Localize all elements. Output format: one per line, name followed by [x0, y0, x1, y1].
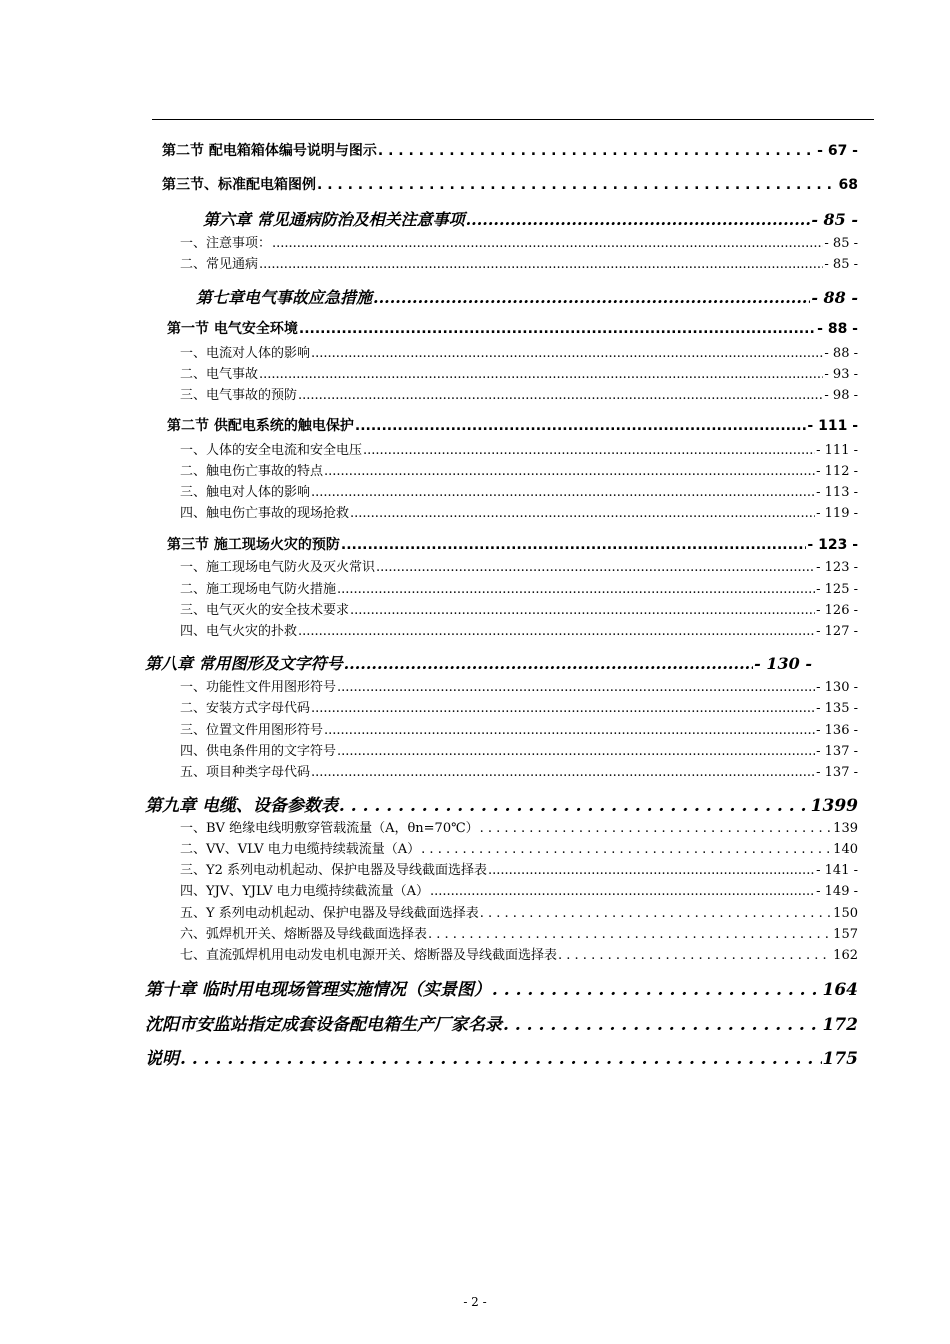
toc-leader: [466, 210, 811, 229]
toc-leader: [480, 821, 833, 836]
toc-leader: [317, 177, 838, 193]
toc-page: - 135 -: [816, 701, 858, 716]
toc-title: 沈阳市安监站指定成套设备配电箱生产厂家名录: [145, 1015, 502, 1035]
toc-page: 157: [833, 927, 858, 942]
toc-leader: [355, 418, 807, 434]
toc-entry[interactable]: [180, 740, 858, 759]
toc-entry[interactable]: [180, 253, 858, 272]
toc-leader: [324, 723, 815, 738]
toc-page: - 123 -: [807, 537, 858, 553]
toc-leader: [272, 236, 823, 251]
toc-title: 第七章电气事故应急措施: [196, 288, 373, 307]
toc-entry[interactable]: [180, 838, 858, 857]
toc-entry[interactable]: [180, 620, 858, 639]
toc-leader: [324, 464, 815, 479]
toc-title: 第三节、标准配电箱图例: [162, 177, 316, 193]
toc-entry[interactable]: [180, 923, 858, 942]
toc-page: - 119 -: [816, 506, 858, 521]
toc-page: 1399: [810, 796, 858, 816]
toc-entry[interactable]: [180, 697, 858, 716]
toc-title: 第二节 配电箱箱体编号说明与图示: [162, 143, 377, 159]
toc-leader: [344, 654, 754, 673]
toc-leader: [350, 603, 815, 618]
toc-entry[interactable]: [180, 719, 858, 738]
toc-leader: [373, 288, 810, 307]
toc-chapter[interactable]: [203, 207, 858, 230]
toc-leader: [428, 927, 832, 942]
toc-title: 一、BV 绝缘电线明敷穿管载流量（A，θn=70℃）: [180, 821, 479, 836]
toc-entry[interactable]: [180, 880, 858, 899]
toc-leader: [376, 560, 815, 575]
toc-page: - 93 -: [824, 367, 858, 382]
toc-title: 三、电气灭火的安全技术要求: [180, 603, 350, 618]
toc-title: 一、注意事项：: [180, 236, 272, 251]
toc-entry[interactable]: [180, 460, 858, 479]
toc-title: 第三节 施工现场火灾的预防: [167, 537, 340, 553]
toc-entry[interactable]: [180, 363, 858, 382]
toc-leader: [421, 842, 832, 857]
toc-title: 三、触电对人体的影响: [180, 485, 311, 500]
toc-leader: [488, 863, 815, 878]
header-rule: [152, 119, 874, 120]
toc-title: 第六章 常见通病防治及相关注意事项: [203, 210, 465, 229]
toc-title: 二、电气事故: [180, 367, 259, 382]
toc-page: - 67 -: [817, 143, 858, 159]
toc-entry[interactable]: [162, 174, 858, 194]
toc-page: - 113 -: [816, 485, 858, 500]
toc-chapter[interactable]: [196, 285, 858, 308]
toc-title: 五、项目种类字母代码: [180, 765, 311, 780]
toc-entry[interactable]: [180, 232, 858, 251]
toc-leader: [337, 680, 815, 695]
toc-leader: [480, 906, 832, 921]
toc-title: 二、施工现场电气防火措施: [180, 582, 337, 597]
toc-entry[interactable]: [180, 761, 858, 780]
toc-page: - 98 -: [824, 388, 858, 403]
toc-page: 172: [822, 1015, 858, 1035]
toc-leader: [339, 796, 810, 816]
toc-page: - 85 -: [824, 236, 858, 251]
toc-entry[interactable]: [167, 318, 858, 338]
toc-page: - 130 -: [754, 654, 812, 673]
toc-page: - 88 -: [817, 321, 858, 337]
toc-leader: [337, 744, 815, 759]
toc-entry[interactable]: [180, 676, 858, 695]
toc-page: - 111 -: [816, 443, 858, 458]
toc-page: - 137 -: [816, 765, 858, 780]
page-number: - 2 -: [463, 1295, 487, 1309]
toc-title: 四、电气火灾的扑救: [180, 624, 298, 639]
toc-page: 68: [838, 177, 858, 193]
toc-title: 二、安装方式字母代码: [180, 701, 311, 716]
toc-title: 第八章 常用图形及文字符号: [145, 654, 343, 673]
toc-page: - 88 -: [824, 346, 858, 361]
toc-page: 140: [833, 842, 858, 857]
toc-title: 四、YJV、YJLV 电力电缆持续截流量（A）: [180, 884, 429, 899]
toc-chapter[interactable]: [145, 975, 858, 1000]
toc-leader: [180, 1049, 822, 1069]
toc-page: - 130 -: [816, 680, 858, 695]
toc-leader: [350, 506, 815, 521]
toc-leader: [311, 765, 815, 780]
toc-title: 二、VV、VLV 电力电缆持续载流量（A）: [180, 842, 421, 857]
toc-entry[interactable]: [180, 944, 858, 963]
toc-leader: [259, 367, 823, 382]
toc-title: 第十章 临时用电现场管理实施情况（实景图）: [145, 980, 491, 1000]
toc-title: 二、常见通病: [180, 257, 259, 272]
toc-page: - 111 -: [807, 418, 858, 434]
toc-leader: [299, 321, 816, 337]
toc-page: - 125 -: [816, 582, 858, 597]
toc-title: 说明: [145, 1049, 179, 1069]
toc-page: 139: [833, 821, 858, 836]
toc-title: 第二节 供配电系统的触电保护: [167, 418, 354, 434]
toc-leader: [430, 884, 815, 899]
toc-page: - 127 -: [816, 624, 858, 639]
toc-leader: [337, 582, 815, 597]
toc-page: - 85 -: [811, 210, 858, 229]
toc-entry[interactable]: [180, 502, 858, 521]
toc-entry[interactable]: [162, 140, 858, 160]
toc-title: 二、触电伤亡事故的特点: [180, 464, 324, 479]
toc-entry[interactable]: [180, 384, 858, 403]
toc-page: - 123 -: [816, 560, 858, 575]
toc-entry[interactable]: [180, 481, 858, 500]
toc-chapter[interactable]: [145, 651, 812, 674]
toc-page: 164: [822, 980, 858, 1000]
toc-leader: [503, 1015, 822, 1035]
toc-page: - 85 -: [824, 257, 858, 272]
toc-leader: [311, 346, 823, 361]
toc-page: - 137 -: [816, 744, 858, 759]
toc-title: 六、弧焊机开关、熔断器及导线截面选择表: [180, 927, 428, 942]
toc-leader: [298, 388, 823, 403]
toc-page: - 88 -: [811, 288, 858, 307]
toc-title: 四、供电条件用的文字符号: [180, 744, 337, 759]
toc-entry[interactable]: [180, 859, 858, 878]
toc-page: - 112 -: [816, 464, 858, 479]
toc-title: 第九章 电缆、设备参数表: [145, 796, 338, 816]
toc-title: 三、电气事故的预防: [180, 388, 298, 403]
toc-entry[interactable]: [180, 439, 858, 458]
toc-leader: [378, 143, 816, 159]
toc-title: 一、功能性文件用图形符号: [180, 680, 337, 695]
toc-entry[interactable]: [167, 415, 858, 435]
toc-leader: [298, 624, 815, 639]
toc-entry[interactable]: [180, 599, 858, 618]
toc-entry[interactable]: [180, 556, 858, 575]
toc-leader: [558, 948, 832, 963]
toc-title: 一、人体的安全电流和安全电压: [180, 443, 363, 458]
toc-page: 175: [822, 1049, 858, 1069]
toc-leader: [259, 257, 823, 272]
toc-page: 150: [833, 906, 858, 921]
toc-entry[interactable]: [180, 902, 858, 921]
toc-title: 三、位置文件用图形符号: [180, 723, 324, 738]
toc-title: 四、触电伤亡事故的现场抢救: [180, 506, 350, 521]
toc-entry[interactable]: [180, 817, 858, 836]
toc-page: 162: [833, 948, 858, 963]
toc-entry[interactable]: [180, 578, 858, 597]
toc-leader: [311, 485, 815, 500]
toc-leader: [311, 701, 815, 716]
toc-chapter[interactable]: [145, 1010, 858, 1035]
toc-entry[interactable]: [180, 342, 858, 361]
toc-page: - 126 -: [816, 603, 858, 618]
toc-page: - 141 -: [816, 863, 858, 878]
toc-chapter[interactable]: [145, 791, 858, 816]
toc-leader: [341, 537, 807, 553]
toc-page: - 149 -: [816, 884, 858, 899]
toc-leader: [363, 443, 815, 458]
toc-title: 第一节 电气安全环境: [167, 321, 298, 337]
toc-title: 五、Y 系列电动机起动、保护电器及导线截面选择表: [180, 906, 479, 921]
toc-title: 一、电流对人体的影响: [180, 346, 311, 361]
toc-entry[interactable]: [167, 534, 858, 554]
toc-chapter[interactable]: [145, 1044, 858, 1069]
toc-title: 一、施工现场电气防火及灭火常识: [180, 560, 376, 575]
toc-page: - 136 -: [816, 723, 858, 738]
toc-title: 三、Y2 系列电动机起动、保护电器及导线截面选择表: [180, 863, 487, 878]
toc-title: 七、直流弧焊机用电动发电机电源开关、熔断器及导线截面选择表: [180, 948, 558, 963]
toc-leader: [492, 980, 822, 1000]
